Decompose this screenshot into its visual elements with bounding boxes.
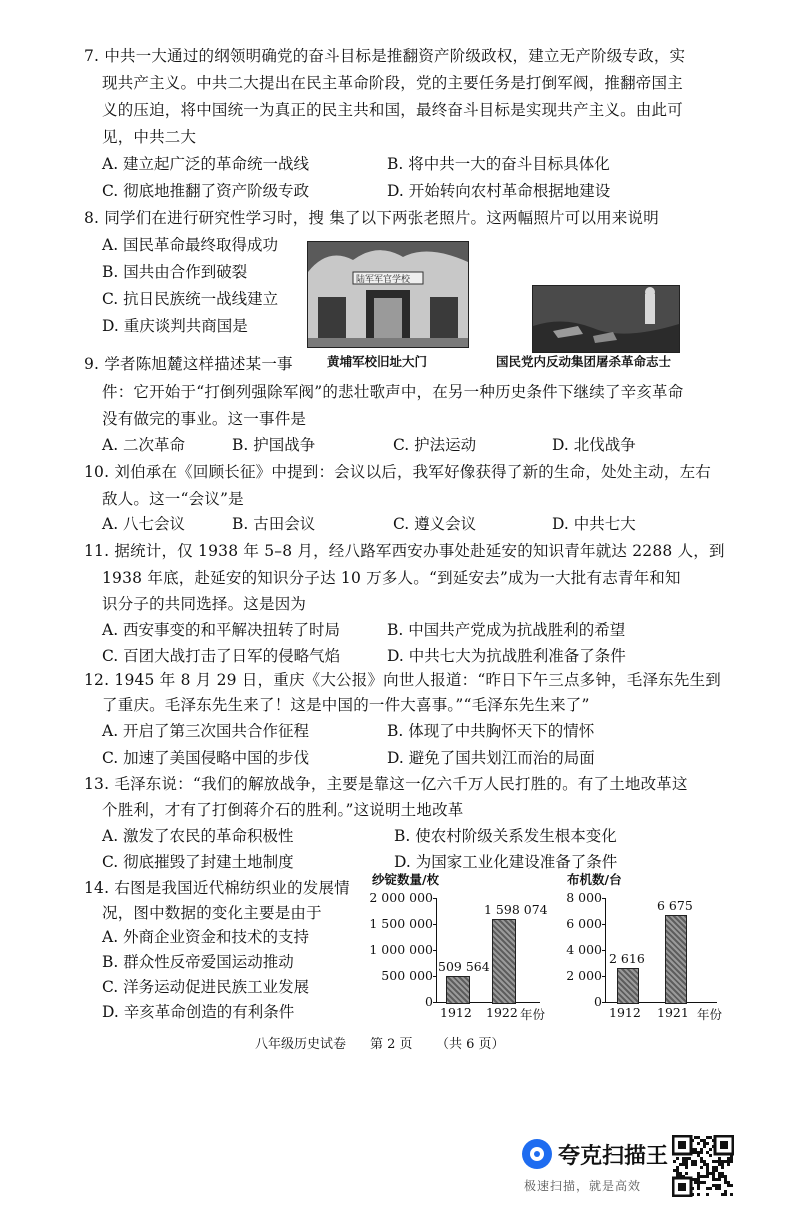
q12-option-b[interactable]: B. 体现了中共胸怀天下的情怀 [387, 722, 595, 740]
q11-option-b[interactable]: B. 中国共产党成为抗战胜利的希望 [387, 621, 626, 639]
spindle-chart-ytick-label: 2 000 000 [369, 890, 433, 905]
massacre-illustration [533, 286, 679, 352]
q10-line-2: 敌人。这一“会议”是 [102, 490, 244, 508]
q7-option-a[interactable]: A. 建立起广泛的革命统一战线 [102, 155, 310, 173]
q8-option-d[interactable]: D. 重庆谈判共商国是 [102, 317, 248, 335]
loom-chart-value-label: 2 616 [609, 950, 645, 966]
q12-option-d[interactable]: D. 避免了国共划江而治的局面 [387, 749, 595, 767]
loom-chart-ylabel: 布机数/台 [567, 872, 622, 887]
q11-line-2: 1938 年底，赴延安的知识分子达 10 万多人。“到延安去”成为一大批有志青年和知 [102, 569, 681, 587]
massacre-photo [532, 285, 680, 353]
q9-option-b[interactable]: B. 护国战争 [232, 436, 316, 454]
loom-chart-y-axis [605, 898, 606, 1002]
q7-line-3: 义的压迫，将中国统一为真正的民主共和国，最终奋斗目标是实现共产主义。由此可 [102, 101, 683, 119]
watermark-brand: 夸克扫描王 [558, 1144, 669, 1169]
q12-line-1: 12. 1945 年 8 月 29 日，重庆《大公报》向世人报道：“昨日下午三点多钟，毛泽东先生到 [84, 671, 721, 689]
q13-option-b[interactable]: B. 使农村阶级关系发生根本变化 [394, 827, 617, 845]
spindle-chart-value-label: 509 564 [438, 958, 490, 974]
spindle-chart-ytick-label: 1 500 000 [369, 916, 433, 931]
spindle-chart-xlabel: 年份 [520, 1007, 546, 1022]
loom-chart-ytick [602, 924, 605, 925]
loom-chart-bar [665, 915, 687, 1004]
q12-option-a[interactable]: A. 开启了第三次国共合作征程 [102, 722, 310, 740]
spindle-chart-ylabel: 纱锭数量/枚 [372, 872, 440, 887]
spindle-chart-ytick-label: 0 [425, 994, 433, 1009]
q14-option-b[interactable]: B. 群众性反帝爱国运动推动 [102, 953, 294, 971]
loom-chart-ytick [602, 976, 605, 977]
q9-option-c[interactable]: C. 护法运动 [393, 436, 477, 454]
q11-option-c[interactable]: C. 百团大战打击了日军的侵略气焰 [102, 647, 341, 665]
spindle-chart-ytick [433, 924, 436, 925]
loom-chart [555, 870, 725, 1030]
q12-line-2: 了重庆。毛泽东先生来了！这是中国的一件大喜事。”“毛泽东先生来了” [102, 696, 590, 714]
loom-chart-ytick-label: 4 000 [566, 942, 602, 957]
q12-option-c[interactable]: C. 加速了美国侵略中国的步伐 [102, 749, 310, 767]
q14-option-c[interactable]: C. 洋务运动促进民族工业发展 [102, 978, 310, 996]
q13-option-d[interactable]: D. 为国家工业化建设准备了条件 [394, 853, 618, 871]
loom-chart-ytick-label: 2 000 [566, 968, 602, 983]
spindle-chart-ytick [433, 1002, 436, 1003]
q7-line-1: 7. 中共一大通过的纲领明确党的奋斗目标是推翻资产阶级政权，建立无产阶级专政，实 [84, 47, 686, 65]
q8-option-c[interactable]: C. 抗日民族统一战线建立 [102, 290, 279, 308]
spindle-chart-bar [492, 919, 516, 1004]
spindle-chart-category-label: 1912 [440, 1005, 472, 1020]
spindle-chart-ytick-label: 500 000 [381, 968, 433, 983]
spindle-chart-ytick [433, 898, 436, 899]
whampoa-gate-illustration [308, 242, 468, 347]
q8-line-1: 8. 同学们在进行研究性学习时，搜 集了以下两张老照片。这两幅照片可以用来说明 [84, 209, 659, 227]
q7-option-b[interactable]: B. 将中共一大的奋斗目标具体化 [387, 155, 610, 173]
spindle-chart-category-label: 1922 [486, 1005, 518, 1020]
loom-chart-ytick-label: 6 000 [566, 916, 602, 931]
spindle-chart-ytick [433, 950, 436, 951]
q10-option-c[interactable]: C. 遵义会议 [393, 515, 477, 533]
loom-chart-xlabel: 年份 [697, 1007, 723, 1022]
q9-line-1: 9. 学者陈旭麓这样描述某一事 [84, 355, 293, 373]
spindle-chart-y-axis [436, 898, 437, 1002]
loom-chart-ytick [602, 950, 605, 951]
loom-chart-ytick-label: 8 000 [566, 890, 602, 905]
q9-line-3: 没有做完的事业。这一事件是 [102, 410, 307, 428]
q13-option-c[interactable]: C. 彻底摧毁了封建土地制度 [102, 853, 294, 871]
footer-total: （共 6 页） [436, 1037, 505, 1052]
q10-option-b[interactable]: B. 古田会议 [232, 515, 316, 533]
loom-chart-ytick [602, 1002, 605, 1003]
q11-line-1: 11. 据统计，仅 1938 年 5–8 月，经八路军西安办事处赴延安的知识青年就达 2288 人，到 [84, 542, 725, 560]
footer-subject: 八年级历史试卷 [255, 1037, 347, 1052]
loom-chart-category-label: 1912 [609, 1005, 641, 1020]
watermark-slogan: 极速扫描，就是高效 [524, 1179, 642, 1193]
spindle-chart-ytick-label: 1 000 000 [369, 942, 433, 957]
whampoa-gate-photo [307, 241, 469, 348]
massacre-photo-caption: 国民党内反动集团屠杀革命志士 [496, 354, 672, 369]
q14-option-d[interactable]: D. 辛亥革命创造的有利条件 [102, 1003, 295, 1021]
q11-option-d[interactable]: D. 中共七大为抗战胜利准备了条件 [387, 647, 626, 665]
q7-line-2: 现共产主义。中共二大提出在民主革命阶段，党的主要任务是打倒军阀，推翻帝国主 [102, 74, 683, 92]
whampoa-gate-sign: 陆军军官学校 [356, 275, 411, 285]
spindle-chart-bar [446, 976, 470, 1004]
q11-line-3: 识分子的共同选择。这是因为 [102, 595, 307, 613]
q14-line-2: 况，图中数据的变化主要是由于 [102, 904, 322, 922]
q13-line-2: 个胜利，才有了打倒蒋介石的胜利。”这说明土地改革 [102, 801, 464, 819]
q11-option-a[interactable]: A. 西安事变的和平解决扭转了时局 [102, 621, 341, 639]
q10-option-d[interactable]: D. 中共七大 [552, 515, 636, 533]
q9-option-d[interactable]: D. 北伐战争 [552, 436, 636, 454]
q10-option-a[interactable]: A. 八七会议 [102, 515, 186, 533]
spindle-chart [360, 870, 548, 1030]
q14-option-a[interactable]: A. 外商企业资金和技术的支持 [102, 928, 310, 946]
whampoa-photo-caption: 黄埔军校旧址大门 [327, 354, 428, 369]
q9-option-a[interactable]: A. 二次革命 [102, 436, 186, 454]
q13-option-a[interactable]: A. 激发了农民的革命积极性 [102, 827, 294, 845]
q8-option-b[interactable]: B. 国共由合作到破裂 [102, 263, 248, 281]
loom-chart-value-label: 6 675 [657, 898, 693, 914]
footer-page: 第 2 页 [370, 1037, 413, 1052]
q13-line-1: 13. 毛泽东说：“我们的解放战争，主要是靠这一亿六千万人民打胜的。有了土地改革这 [84, 775, 688, 793]
quark-logo-icon [522, 1139, 552, 1169]
q8-option-a[interactable]: A. 国民革命最终取得成功 [102, 236, 279, 254]
loom-chart-ytick [602, 898, 605, 899]
q14-line-1: 14. 右图是我国近代棉纺织业的发展情 [84, 879, 350, 897]
q9-line-2: 件：它开始于“打倒列强除军阀”的悲壮歌声中，在另一种历史条件下继续了辛亥革命 [102, 383, 684, 401]
q10-line-1: 10. 刘伯承在《回顾长征》中提到：会议以后，我军好像获得了新的生命，处处主动，左右 [84, 463, 711, 481]
loom-chart-ytick-label: 0 [594, 994, 602, 1009]
spindle-chart-ytick [433, 976, 436, 977]
q7-option-c[interactable]: C. 彻底地推翻了资产阶级专政 [102, 182, 310, 200]
qr-code-icon [672, 1135, 734, 1197]
loom-chart-bar [617, 968, 639, 1004]
q7-line-4: 见，中共二大 [102, 128, 197, 146]
loom-chart-category-label: 1921 [657, 1005, 689, 1020]
spindle-chart-value-label: 1 598 074 [484, 901, 548, 917]
q7-option-d[interactable]: D. 开始转向农村革命根据地建设 [387, 182, 611, 200]
